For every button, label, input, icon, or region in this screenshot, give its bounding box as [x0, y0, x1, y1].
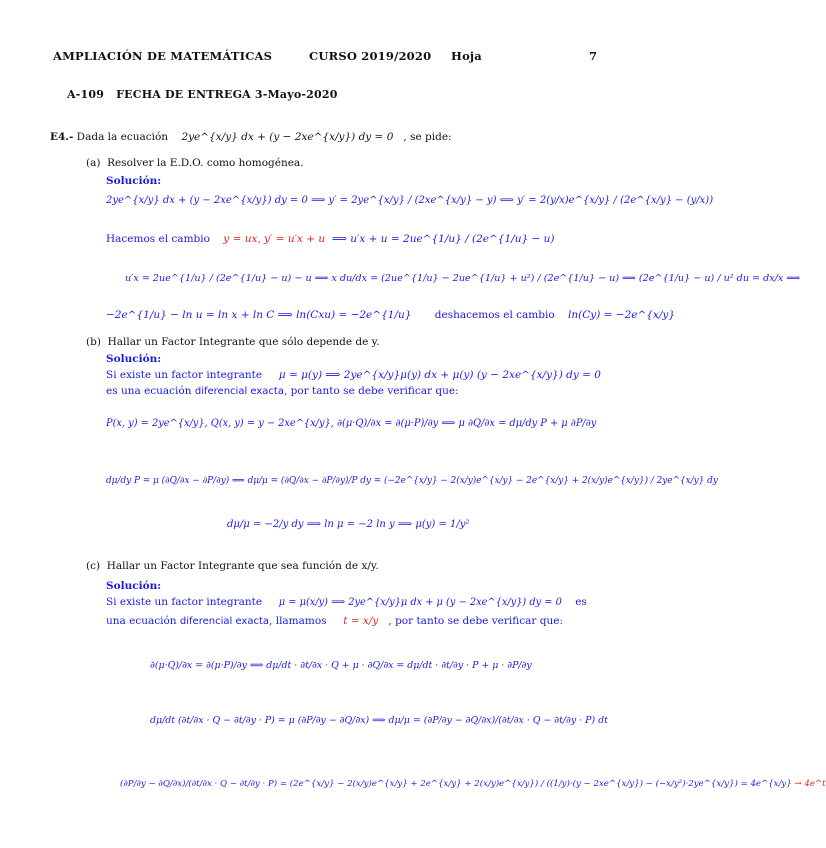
part-b-prompt-line	[86, 336, 380, 348]
part-b-prompt: Hallar un Factor Integrante que sólo depende de y.	[107, 336, 380, 348]
part-c-l2-c: , llamamos	[269, 615, 327, 627]
part-c-eq3-line	[120, 779, 826, 789]
part-c-prompt: Hallar un Factor Integrante que sea función de x/y.	[106, 560, 379, 572]
part-c-l2-a: una ecuación	[106, 615, 177, 627]
assignment-line	[67, 88, 338, 101]
header-sheet-number: 7	[589, 49, 598, 63]
assignment-due: FECHA DE ENTREGA 3-Mayo-2020	[116, 88, 338, 101]
part-a-change-rest: ⟹ u′x + u = 2ue^{1/u} / (2e^{1/u} − u)	[331, 233, 555, 245]
exercise-intro: Dada la ecuación	[76, 131, 169, 143]
part-a-line4a: −2e^{1/u} − ln u = ln x + ln C ⟹ ln(Cxu) = −2e^{1/u}	[106, 309, 412, 321]
part-a-line1: 2ye^{x/y} dx + (y − 2xe^{x/y}) dy = 0 ⟹ y′ = 2ye^{x/y} / (2xe^{x/y} − y) ⟺ y′ = 2(y/x)e^{x/y} / (2e^{x/y} − (y/x))	[106, 195, 714, 206]
header-title: AMPLIACIÓN DE MATEMÁTICAS	[53, 49, 273, 63]
part-c-eq3-red: → 4e^t	[794, 779, 826, 789]
assignment-code: A-109	[67, 88, 105, 101]
part-c-prompt-line	[86, 560, 379, 572]
exercise-equation: 2ye^{x/y} dx + (y − 2xe^{x/y}) dy = 0	[181, 131, 394, 143]
part-a-solution-label: Solución:	[106, 175, 162, 187]
part-b-l1-math: μ = μ(y) ⟹ 2ye^{x/y}μ(y) dx + μ(y) (y − 2xe^{x/y}) dy = 0	[278, 369, 601, 381]
part-c-l2-d: , por tanto se debe verificar que:	[388, 615, 563, 627]
part-a-marker: (a)	[86, 157, 101, 169]
part-c-l1-end: es	[575, 596, 587, 608]
part-b-l2-b: diferencial exacta	[194, 386, 284, 397]
part-c-l2-b: diferencial exacta	[179, 616, 270, 627]
part-c-eq1: ∂(μ·Q)/∂x = ∂(μ·P)/∂y ⟺ dμ/dt · ∂t/∂x · Q + μ · ∂Q/∂x = dμ/dt · ∂t/∂y · P + μ · ∂P/∂y	[150, 660, 532, 671]
part-b-l2-a: es una ecuación	[106, 385, 192, 397]
part-c-l1	[106, 596, 587, 608]
part-b-l2	[106, 385, 459, 397]
part-a-change-line	[106, 233, 554, 245]
part-b-solution-label: Solución:	[106, 353, 162, 365]
part-b-eq1: P(x, y) = 2ye^{x/y}, Q(x, y) = y − 2xe^{x/y}, ∂(μ·Q)/∂x = ∂(μ·P)/∂y ⟺ μ ∂Q/∂x = dμ/dy P + μ ∂P/∂y	[106, 418, 597, 429]
part-a-prompt: Resolver la E.D.O. como homogénea.	[107, 157, 304, 169]
part-c-eq2: dμ/dt (∂t/∂x · Q − ∂t/∂y · P) = μ (∂P/∂y − ∂Q/∂x) ⟹ dμ/μ = (∂P/∂y − ∂Q/∂x)/(∂t/∂x · Q − ∂t/∂y · P) dt	[150, 715, 608, 726]
exercise-tail: , se pide:	[403, 131, 452, 143]
header-course: CURSO 2019/2020	[309, 49, 432, 63]
part-c-l1-text: Si existe un factor integrante	[106, 596, 263, 608]
part-b-marker: (b)	[86, 336, 101, 348]
exercise-statement	[50, 131, 452, 143]
part-c-l2-red: t = x/y	[343, 615, 379, 627]
part-c-marker: (c)	[86, 560, 101, 572]
part-c-eq3: (∂P/∂y − ∂Q/∂x)/(∂t/∂x · Q − ∂t/∂y · P) = (2e^{x/y} − 2(x/y)e^{x/y} + 2e^{x/y} + 2(x/y)e^{x/y}) / ((1/y)·(y − 2xe^{x/y}) − (−x/y²)·2ye^{x/y}) = 4e^{x/y}	[120, 779, 792, 789]
exercise-label: E4.-	[50, 131, 74, 143]
part-c-l1-math: μ = μ(x/y) ⟹ 2ye^{x/y}μ dx + μ (y − 2xe^{x/y}) dy = 0	[278, 597, 562, 608]
part-b-eq2: dμ/dy P = μ (∂Q/∂x − ∂P/∂y) ⟹ dμ/μ = (∂Q/∂x − ∂P/∂y)/P dy = (−2e^{x/y} − 2(x/y)e^{x/y} − 2e^{x/y} + 2(x/y)e^{x/y}) / 2ye^{x/y} dy	[106, 476, 718, 486]
part-c-l2	[106, 615, 563, 627]
part-b-l2-c: , por tanto se debe verificar que:	[283, 385, 459, 397]
part-c-solution-label: Solución:	[106, 580, 162, 592]
part-b-l1-text: Si existe un factor integrante	[106, 369, 263, 381]
part-a-change-text: Hacemos el cambio	[106, 233, 210, 245]
header-sheet-label: Hoja	[451, 49, 482, 63]
part-a-line4b-math: ln(Cy) = −2e^{x/y}	[568, 309, 676, 321]
part-b-eq3: dμ/μ = −2/y dy ⟹ ln μ = −2 ln y ⟹ μ(y) = 1/y²	[227, 519, 470, 530]
part-a-prompt-line	[86, 157, 304, 169]
part-a-change-red: y = ux, y′ = u′x + u	[223, 233, 326, 245]
part-a-line4b-text: deshacemos el cambio	[434, 309, 555, 321]
part-a-line4	[106, 309, 675, 321]
part-a-line3: u′x = 2ue^{1/u} / (2e^{1/u} − u) − u ⟹ x du/dx = (2ue^{1/u} − 2ue^{1/u} + u²) / (2e^{1/u} − u) ⟹ (2e^{1/u} − u) / u² du = dx/x ⟹	[125, 273, 801, 284]
part-b-l1	[106, 369, 601, 381]
